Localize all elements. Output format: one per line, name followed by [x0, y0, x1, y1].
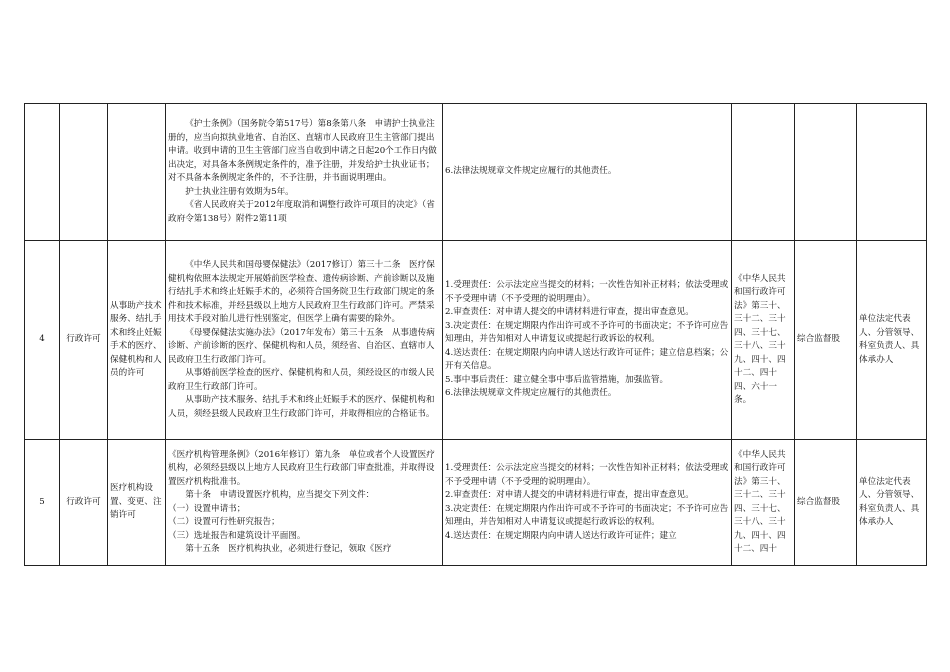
basis-paragraph: 护士执业注册有效期为5年。 [185, 186, 294, 197]
item-name: 医疗机构设置、变更、注销许可 [108, 440, 166, 566]
basis-paragraph: 《省人民政府关于2012年度取消和调整行政许可项目的决定》（省政府令第138号）附件2第11项 [168, 200, 435, 224]
basis-paragraph: 《母婴保健法实施办法》（2017年发布）第三十五条 从事遗传病诊断、产前诊断的医疗、保健机构和人员，须经省、自治区、直辖市人民政府卫生行政部门许可。 [168, 327, 435, 365]
basis-paragraph: （三）选址报告和建筑设计平面图。 [168, 530, 306, 541]
legal-basis [166, 241, 443, 440]
basis-paragraph: 第十五条 医疗机构执业，必须进行登记，领取《医疗 [185, 544, 392, 554]
responsibility-item: 4.送达责任：在规定期限内向申请人送达行政许可证件；建立信息档案；公开有关信息。 [445, 347, 729, 372]
responsible-subject [857, 104, 927, 241]
responsibility-item: 5.事中事后责任：建立健全事中事后监管措施，加强监管。 [445, 374, 669, 385]
responsible-subject: 单位法定代表人、分管领导、科室负责人、具体承办人 [857, 440, 927, 566]
responsibility-item: 2.审查责任：对申请人提交的申请材料进行审查，提出审查意见。 [445, 307, 694, 318]
responsibility-item: 4.送达责任：在规定期限内向申请人送达行政许可证件；建立 [445, 530, 677, 541]
accountability-articles [732, 104, 795, 241]
basis-paragraph: （一）设置申请书； [168, 503, 246, 514]
power-type: 行政许可 [60, 440, 108, 566]
legal-basis [166, 440, 443, 566]
basis-paragraph: 《医疗机构管理条例》（2016年修订）第九条 单位或者个人设置医疗机构，必须经县级以上地方人民政府卫生行政部门审查批准，并取得设置医疗机构批准书。 [168, 449, 435, 487]
legal-basis [166, 104, 443, 241]
responsible-department: 综合监督股 [795, 241, 857, 440]
responsible-subject: 单位法定代表人、分管领导、科室负责人、具体承办人 [857, 241, 927, 440]
responsibility-item: 2.审查责任：对申请人提交的申请材料进行审查，提出审查意见。 [445, 490, 694, 500]
row-number: 4 [25, 241, 60, 440]
table-row [25, 104, 927, 241]
row-number [25, 104, 60, 241]
responsibility-item: 6.法律法规规章文件规定应履行的其他责任。 [445, 166, 617, 177]
responsible-department: 综合监督股 [795, 440, 857, 566]
table-row [25, 440, 927, 566]
responsibility-item: 6.法律法规规章文件规定应履行的其他责任。 [445, 388, 617, 399]
power-type: 行政许可 [60, 241, 108, 440]
item-name [108, 104, 166, 241]
basis-paragraph: 《护士条例》（国务院令第517号）第8条第八条 申请护士执业注册的，应当向拟执业地省、自治区、直辖市人民政府卫生主管部门提出申请。收到申请的卫生主管部门应当自收到申请之日起20个工作日内做出决定，对具备本条例规定条件的，准予注册，并发给护士执业证书；对不具备本条例规定条件的，不予注册，并书面说明理由。 [168, 119, 437, 183]
basis-paragraph: （二）设置可行性研究报告； [168, 517, 280, 527]
responsibility-list [443, 241, 732, 440]
powers-responsibilities-table [24, 103, 927, 566]
accountability-articles: 《中华人民共和国行政许可法》第三十、三十二、三十四、三十七、三十八、三十九、四十、四十二、四十四、六十一条。 [732, 241, 795, 440]
power-type [60, 104, 108, 241]
row-number: 5 [25, 440, 60, 566]
responsibility-list [443, 440, 732, 566]
responsibility-item: 1.受理责任：公示法定应当提交的材料；一次性告知补正材料；依法受理或不予受理申请（不予受理的说明理由）。 [445, 463, 729, 487]
basis-paragraph: 从事婚前医学检查的医疗、保健机构和人员，须经设区的市级人民政府卫生行政部门许可。 [168, 368, 435, 392]
basis-paragraph: 第十条 申请设置医疗机构，应当提交下列文件： [185, 490, 375, 500]
responsibility-item: 3.决定责任：在规定期限内作出许可或不予许可的书面决定；不予许可应告知理由，并告知相对人申请复议或提起行政诉讼的权利。 [445, 503, 729, 527]
responsibility-item: 3.决定责任：在规定期限内作出许可或不予许可的书面决定；不予许可应告知理由，并告知相对人申请复议或提起行政诉讼的权利。 [445, 320, 729, 345]
basis-paragraph: 从事助产技术服务、结扎手术和终止妊娠手术的医疗、保健机构和人员，须经县级人民政府卫生行政部门许可，并取得相应的合格证书。 [168, 395, 435, 419]
responsible-department [795, 104, 857, 241]
responsibility-list [443, 104, 732, 241]
table-row [25, 241, 927, 440]
responsibility-item: 1.受理责任：公示法定应当提交的材料；一次性告知补正材料；依法受理或不予受理申请（不予受理的说明理由）。 [445, 280, 729, 304]
accountability-articles: 《中华人民共和国行政许可法》第三十、三十二、三十四、三十七、三十八、三十九、四十、四十二、四十 [732, 440, 795, 566]
basis-paragraph: 《中华人民共和国母婴保健法》（2017修订）第三十二条 医疗保健机构依照本法规定开展婚前医学检查、遗传病诊断、产前诊断以及施行结扎手术和终止妊娠手术的，必须符合国务院卫生行政部门规定的条件和技术标准，并经县级以上地方人民政府卫生行政部门许可。严禁采用技术手段对胎儿进行性别鉴定，但医学上确有需要的除外。 [168, 260, 435, 324]
item-name: 从事助产技术服务、结扎手术和终止妊娠手术的医疗、保健机构和人员的许可 [108, 241, 166, 440]
